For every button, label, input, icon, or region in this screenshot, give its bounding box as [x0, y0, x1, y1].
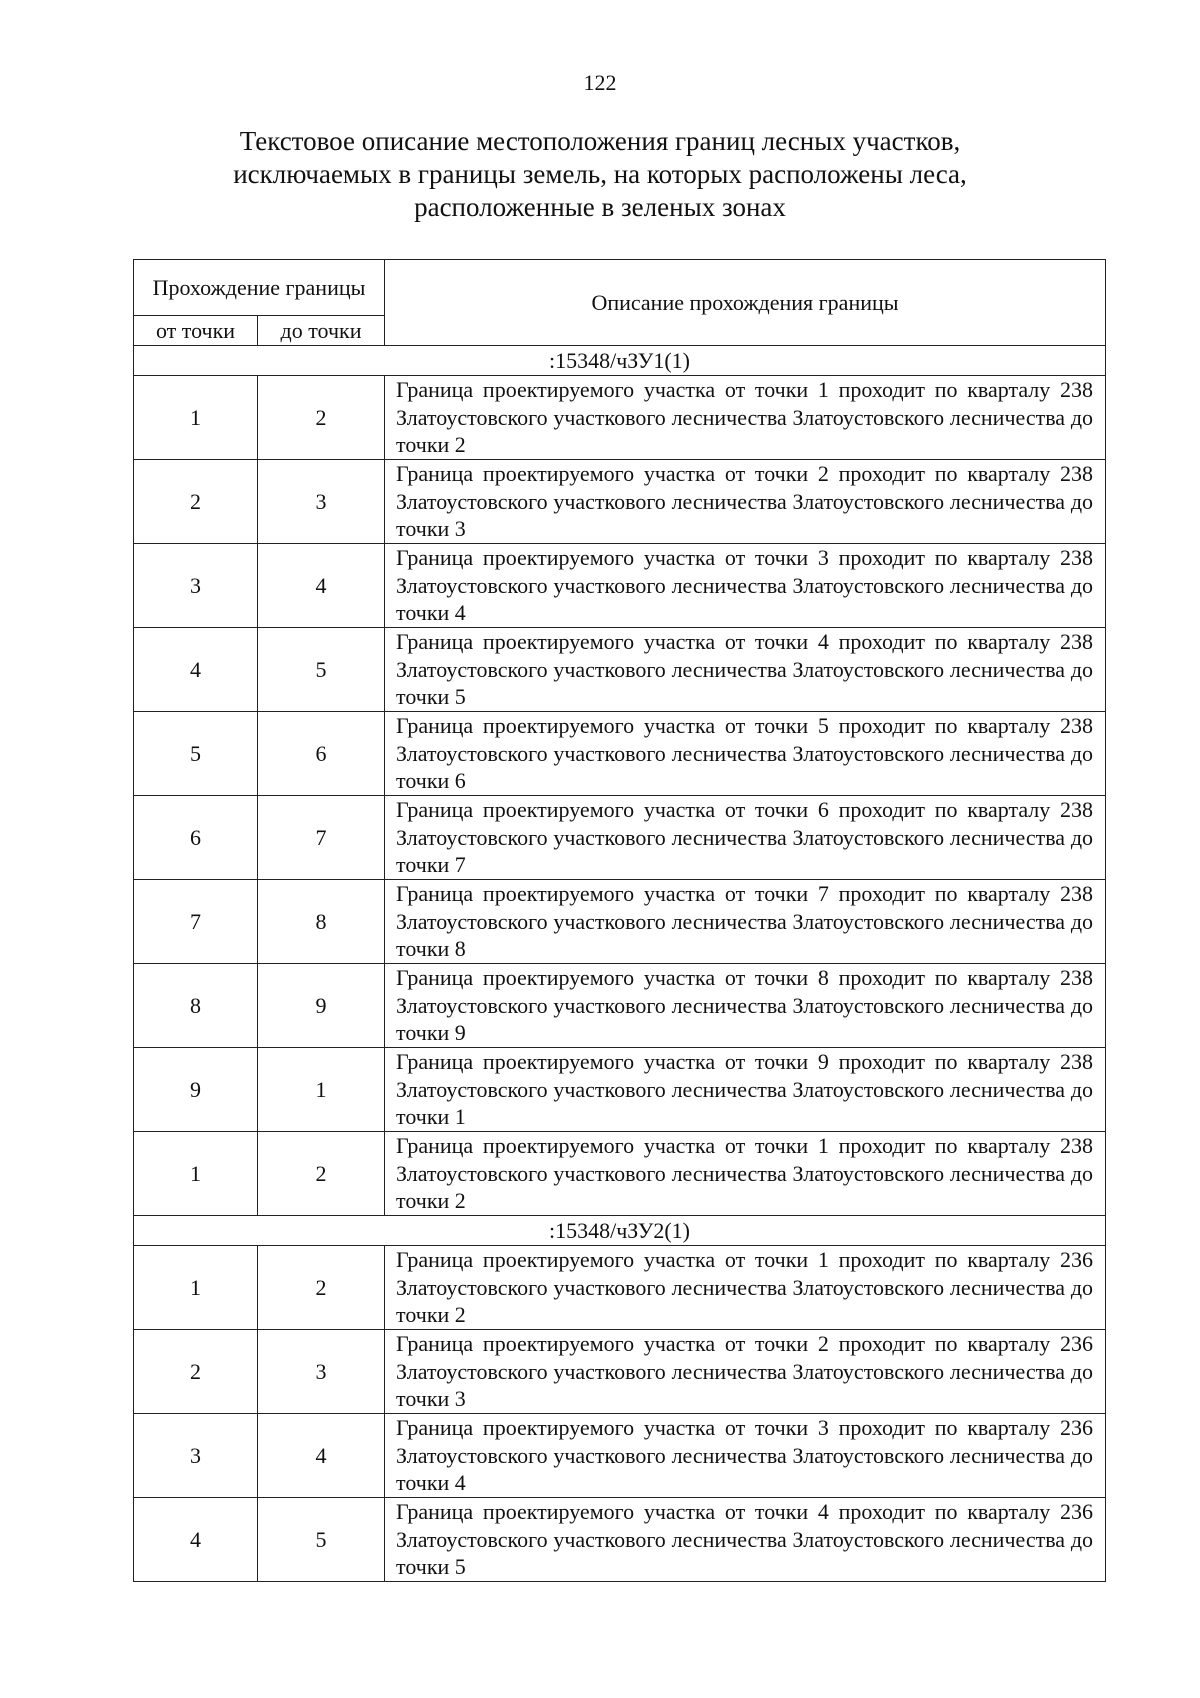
from-point-cell: 1 — [134, 376, 258, 460]
header-boundary-passage: Прохождение границы — [134, 260, 385, 316]
table-row — [134, 880, 1106, 964]
header-to-point: до точки — [258, 316, 385, 346]
description-cell: Граница проектируемого участка от точки 2 проходит по кварталу 238 Златоустовского участкового лесничества Златоустовского лесничества до точки 3 — [385, 460, 1106, 544]
description-cell: Граница проектируемого участка от точки 1 проходит по кварталу 238 Златоустовского участкового лесничества Златоустовского лесничества до точки 2 — [385, 1132, 1106, 1216]
title-line-3: расположенные в зеленых зонах — [414, 192, 786, 222]
to-point-cell: 8 — [258, 880, 385, 964]
description-cell: Граница проектируемого участка от точки 1 проходит по кварталу 236 Златоустовского участкового лесничества Златоустовского лесничества до точки 2 — [385, 1246, 1106, 1330]
table-row — [134, 376, 1106, 460]
from-point-cell: 9 — [134, 1048, 258, 1132]
from-point-cell: 8 — [134, 964, 258, 1048]
table-row — [134, 1246, 1106, 1330]
description-cell: Граница проектируемого участка от точки 5 проходит по кварталу 238 Златоустовского участкового лесничества Златоустовского лесничества до точки 6 — [385, 712, 1106, 796]
section-row — [134, 346, 1106, 376]
description-cell: Граница проектируемого участка от точки 4 проходит по кварталу 238 Златоустовского участкового лесничества Златоустовского лесничества до точки 5 — [385, 628, 1106, 712]
to-point-cell: 9 — [258, 964, 385, 1048]
page-number: 122 — [583, 70, 617, 95]
from-point-cell: 3 — [134, 1414, 258, 1498]
table-row — [134, 628, 1106, 712]
description-cell: Граница проектируемого участка от точки 2 проходит по кварталу 236 Златоустовского участкового лесничества Златоустовского лесничества до точки 3 — [385, 1330, 1106, 1414]
table-row — [134, 1498, 1106, 1582]
section-label: :15348/чЗУ2(1) — [134, 1216, 1106, 1246]
to-point-cell: 7 — [258, 796, 385, 880]
from-point-cell: 2 — [134, 460, 258, 544]
description-cell: Граница проектируемого участка от точки 1 проходит по кварталу 238 Златоустовского участкового лесничества Златоустовского лесничества до точки 2 — [385, 376, 1106, 460]
to-point-cell: 1 — [258, 1048, 385, 1132]
table-header — [134, 260, 1106, 346]
from-point-cell: 5 — [134, 712, 258, 796]
section-row — [134, 1216, 1106, 1246]
table-row — [134, 712, 1106, 796]
to-point-cell: 5 — [258, 628, 385, 712]
from-point-cell: 6 — [134, 796, 258, 880]
table-row — [134, 964, 1106, 1048]
description-cell: Граница проектируемого участка от точки 9 проходит по кварталу 238 Златоустовского участкового лесничества Златоустовского лесничества до точки 1 — [385, 1048, 1106, 1132]
description-cell: Граница проектируемого участка от точки 7 проходит по кварталу 238 Златоустовского участкового лесничества Златоустовского лесничества до точки 8 — [385, 880, 1106, 964]
description-cell: Граница проектируемого участка от точки 4 проходит по кварталу 236 Златоустовского участкового лесничества Златоустовского лесничества до точки 5 — [385, 1498, 1106, 1582]
from-point-cell: 3 — [134, 544, 258, 628]
to-point-cell: 2 — [258, 376, 385, 460]
to-point-cell: 3 — [258, 460, 385, 544]
header-from-point: от точки — [134, 316, 258, 346]
table-body — [134, 346, 1106, 1582]
document-title — [150, 125, 1050, 224]
from-point-cell: 4 — [134, 628, 258, 712]
from-point-cell: 1 — [134, 1132, 258, 1216]
from-point-cell: 2 — [134, 1330, 258, 1414]
table-row — [134, 1330, 1106, 1414]
from-point-cell: 7 — [134, 880, 258, 964]
to-point-cell: 3 — [258, 1330, 385, 1414]
to-point-cell: 6 — [258, 712, 385, 796]
title-line-1: Текстовое описание местоположения границ лесных участков, — [239, 126, 961, 156]
to-point-cell: 2 — [258, 1246, 385, 1330]
section-label: :15348/чЗУ1(1) — [134, 346, 1106, 376]
description-cell: Граница проектируемого участка от точки 8 проходит по кварталу 238 Златоустовского участкового лесничества Златоустовского лесничества до точки 9 — [385, 964, 1106, 1048]
table-row — [134, 1048, 1106, 1132]
table-row — [134, 796, 1106, 880]
description-cell: Граница проектируемого участка от точки 6 проходит по кварталу 238 Златоустовского участкового лесничества Златоустовского лесничества до точки 7 — [385, 796, 1106, 880]
to-point-cell: 2 — [258, 1132, 385, 1216]
to-point-cell: 5 — [258, 1498, 385, 1582]
to-point-cell: 4 — [258, 544, 385, 628]
title-line-2: исключаемых в границы земель, на которых расположены леса, — [233, 159, 967, 189]
table-row — [134, 460, 1106, 544]
header-description: Описание прохождения границы — [385, 260, 1106, 346]
table-row — [134, 544, 1106, 628]
table-row — [134, 1132, 1106, 1216]
boundary-table — [133, 259, 1106, 1582]
description-cell: Граница проектируемого участка от точки 3 проходит по кварталу 238 Златоустовского участкового лесничества Златоустовского лесничества до точки 4 — [385, 544, 1106, 628]
to-point-cell: 4 — [258, 1414, 385, 1498]
from-point-cell: 1 — [134, 1246, 258, 1330]
table-row — [134, 1414, 1106, 1498]
description-cell: Граница проектируемого участка от точки 3 проходит по кварталу 236 Златоустовского участкового лесничества Златоустовского лесничества до точки 4 — [385, 1414, 1106, 1498]
from-point-cell: 4 — [134, 1498, 258, 1582]
